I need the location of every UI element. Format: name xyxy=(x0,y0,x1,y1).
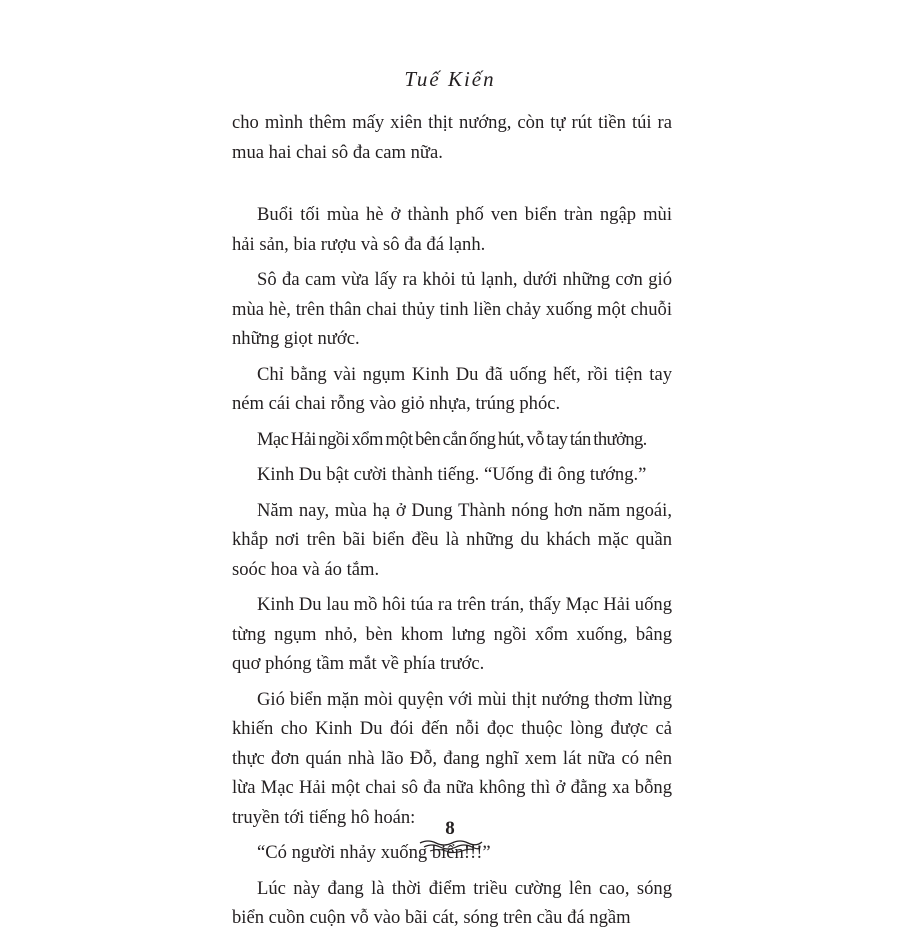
running-title: Tuế Kiến xyxy=(404,67,496,91)
body-text xyxy=(232,108,672,933)
page-number: 8 xyxy=(445,818,455,839)
paragraph: Lúc này đang là thời điểm triều cường lên cao, sóng biển cuồn cuộn vỗ vào bãi cát, sóng trên cầu đá ngầm xyxy=(232,877,672,928)
paragraph: Chỉ bằng vài ngụm Kinh Du đã uống hết, rồi tiện tay ném cái chai rỗng vào giỏ nhựa, trúng phóc. xyxy=(232,363,672,414)
paragraph: Năm nay, mùa hạ ở Dung Thành nóng hơn năm ngoái, khắp nơi trên bãi biển đều là những du khách mặc quần soóc hoa và áo tắm. xyxy=(232,499,672,580)
paragraph: Mạc Hải ngồi xổm một bên cắn ống hút, vỗ tay tán thưởng. xyxy=(257,428,647,450)
paragraph: Buổi tối mùa hè ở thành phố ven biển tràn ngập mùi hải sản, bia rượu và sô đa đá lạnh. xyxy=(232,204,672,255)
paragraph: “Có người nhảy xuống biển!!!” xyxy=(257,842,491,863)
paragraph: Sô đa cam vừa lấy ra khỏi tủ lạnh, dưới những cơn gió mùa hè, trên thân chai thủy tinh liền chảy xuống một chuỗi những giọt nước. xyxy=(232,269,672,349)
paragraph: Kinh Du bật cười thành tiếng. “Uống đi ông tướng.” xyxy=(257,464,647,485)
wave-ornament-icon xyxy=(418,836,484,854)
paragraph: Kinh Du lau mồ hôi túa ra trên trán, thấy Mạc Hải uống từng ngụm nhỏ, bèn khom lưng ngồi xổm xuống, bâng quơ phóng tầm mắt về phía trước. xyxy=(232,594,672,674)
paragraph: cho mình thêm mấy xiên thịt nướng, còn tự rút tiền túi ra mua hai chai sô đa cam nữa. xyxy=(232,112,672,163)
paragraph: Gió biển mặn mòi quyện với mùi thịt nướng thơm lừng khiến cho Kinh Du đói đến nỗi đọc thuộc lòng được cả thực đơn quán nhà lão Đỗ, đang nghĩ xem lát nữa có nên lừa Mạc Hải một chai sô đa nữa không thì ở đằng xa bỗng truyền tới tiếng hô hoán: xyxy=(232,688,672,828)
